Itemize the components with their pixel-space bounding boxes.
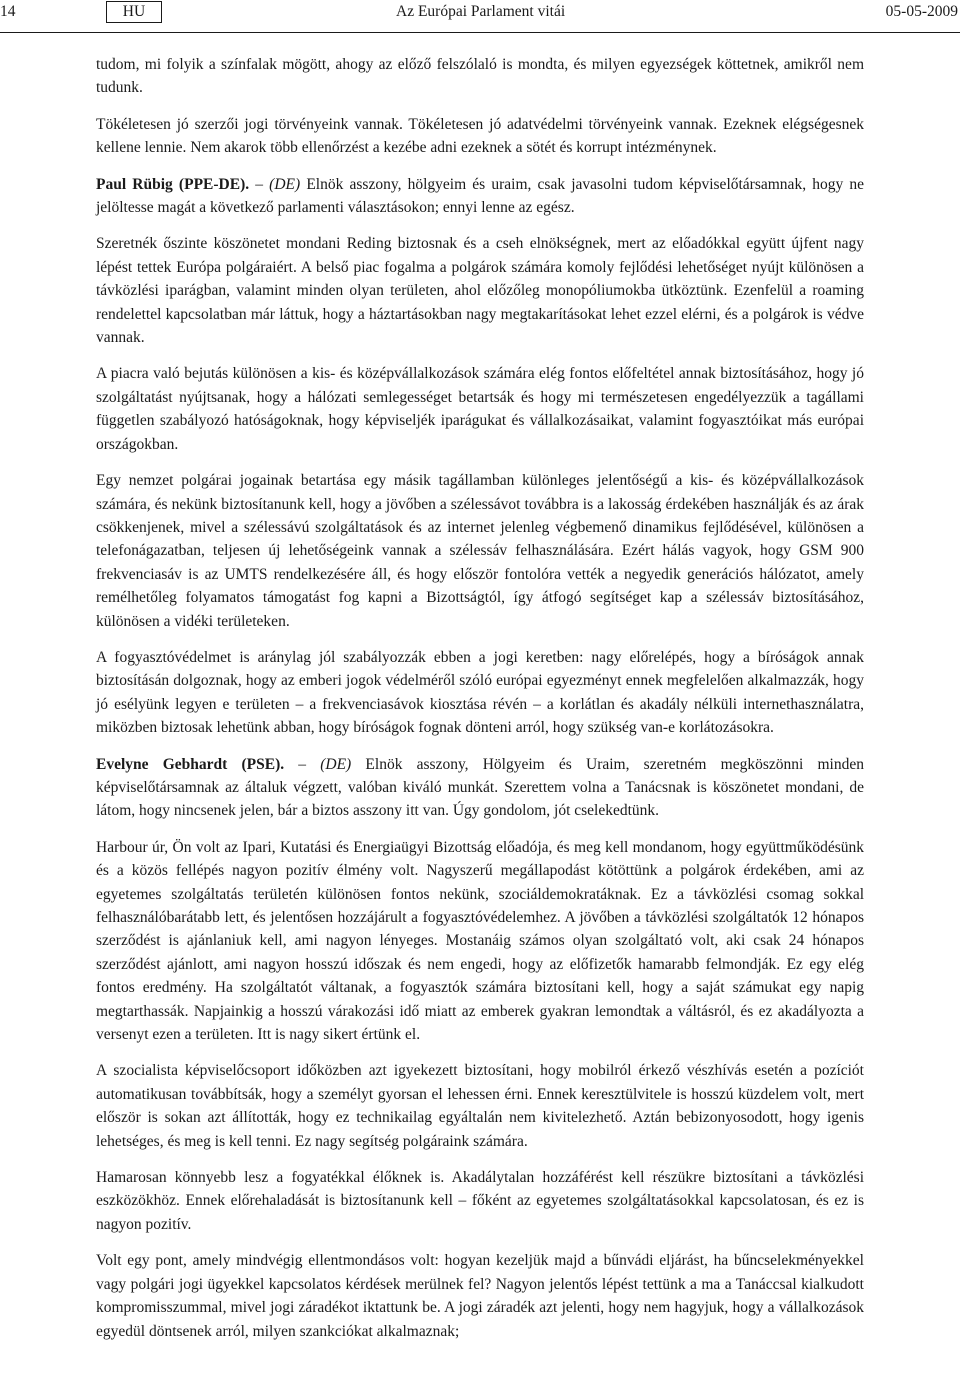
speaker-name: Paul Rübig (PPE-DE).: [96, 175, 250, 193]
paragraph: Szeretnék őszinte köszönetet mondani Reding biztosnak és a cseh elnökségnek, mert az előadókkal együtt újfent nagy lépést tettek Európa polgáraiért. A belső piac fogalma a polgárok számára komoly fejlődési lehetőséget nyújt különösen a távközlési iparágban, valamint minden olyan területen, ahol előzőleg monopóliumokba ütköztünk. Ezenfelül a roaming rendelettel kapcsolatban már láttuk, hogy a háztartásokban nagy megtakarításokat lehet ezzel elérni, és a polgárok is védve vannak.: [96, 235, 864, 347]
language-tag: (DE): [320, 755, 352, 773]
document-date: 05-05-2009: [885, 3, 958, 20]
paragraph: Tökéletesen jó szerzői jogi törvényeink vannak. Tökéletesen jó adatvédelmi törvényeink vannak. Ezeknek elégségesnek kellene lennie. Nem akarok több ellenőrzést a kezébe adni ezeknek a sötét és korrupt intézménynek.: [96, 115, 864, 157]
header-divider: [0, 32, 960, 33]
language-tag: (DE): [269, 175, 301, 193]
language-badge: HU: [106, 1, 162, 23]
paragraph: Egy nemzet polgárai jogainak betartása egy másik tagállamban különleges jelentőségű a kis- és középvállalkozások számára, és nekünk biztosítanunk kell, hogy a jövőben a szélessávot továbbra is a lakosság érdekében használják és az árak csökkenjenek, mivel a szélessávú szolgáltatások és az internet jelenleg végbemenő dinamikus fejlődésével, különösen a telefonágazatban, teljesen új lehetőségeink vannak a szélessáv felhasználására. Ezért hálás vagyok, hogy GSM 900 frekvenciasáv is az UMTS rendelkezésére áll, és hogy először fontolóra vették a negyedik generációs hálózatot, amely remélhetőleg folyamatos támogatást fog kapni a Bizottságtól, így átfogó segítséget kap a szélessáv biztosításához, különösen a vidéki területeken.: [96, 472, 864, 630]
page-header: [0, 0, 960, 32]
speaker-paragraph: Evelyne Gebhardt (PSE). – (DE) Elnök asszony, Hölgyeim és Uraim, szeretném megköszönni minden képviselőtársamnak az általuk végzett, valóban kiváló munkát. Szerettem volna a Tanácsnak is köszönetet mondani, de látom, hogy nincsenek jelen, bár a biztos asszony itt van. Úgy gondolom, jót cselekedtünk.: [96, 755, 864, 820]
document-title: Az Európai Parlament vitái: [396, 3, 566, 20]
page-number: 14: [0, 3, 16, 20]
paragraph: Harbour úr, Ön volt az Ipari, Kutatási és Energiaügyi Bizottság előadója, és meg kell mondanom, hogy együttműködésünk és a közös fellépés nagyon pozitív élmény volt. Nagyszerű megállapodást kötöttünk a polgárok érdekében, ami az egyetemes szolgáltatás területén különösen fontos nekünk, szociáldemokratáknak. Ez a távközlési csomag sokkal felhasználóbarátabb lett, és jelentősen hozzájárult a fogyasztóvédelemhez. A jövőben a távközlési szolgáltatók 12 hónapos szerződést is ajánlaniuk kell, ami nagyon lényeges. Mostanáig számos olyan szolgáltató volt, aki csak 24 hónapos szerződést ajánlott, ami nagyon hosszú időszak és nem engedi, hogy az előfizetők hamarabb felmondják. Ez egy elég fontos eredmény. Ha szolgáltatót váltanak, a fogyasztók számára biztosítani kell, hogy a saját számukat egy napig megtarthassák. Napjainkig a hosszú várakozási idő miatt az emberek gyakran lemondtak a váltásról, és ez akadályozta a versenyt ezen a területen. Itt is nagy sikert értünk el.: [96, 838, 864, 1044]
paragraph: A piacra való bejutás különösen a kis- és középvállalkozások számára elég fontos előfeltétel annak biztosításához, hogy jó szolgáltatást nyújtsanak, hogy a hálózati semlegességet betartsák és hogy mi természetesen engedélyezzük a tagállami független szabályozó hatóságoknak, hogy képviseljék iparágukat és vállalkozásaikat, valamint fogyasztóikat más európai országokban.: [96, 365, 864, 453]
paragraph: A szocialista képviselőcsoport időközben azt igyekezett biztosítani, hogy mobilról érkező vészhívás esetén a pozíciót automatikusan továbbítsák, hogy a személyt gyorsan el lehessen érni. Ennek keresztülvitele is hosszú küzdelem volt, mert először is sokan azt állították, hogy ez technikailag egyáltalán nem kivitelezhető. Aztán bebizonyosodott, hogy igenis lehetséges, és meg is kell tenni. Ez nagy segítség polgáraink számára.: [96, 1062, 864, 1150]
paragraph: A fogyasztóvédelmet is aránylag jól szabályozzák ebben a jogi keretben: nagy előrelépés, hogy a bíróságok annak biztosításán dolgoznak, hogy az emberi jogok védelméről szóló európai egyezményt ennek megfelelően alkalmazzák, hogy jó esélyünk legyen e területen – a frekvenciasávok kiosztása révén – a korlátlan és akadály nélküli internethasználatra, miközben biztosak lehetünk abban, hogy bíróságok fognak dönteni arról, hogy szükség van-e korlátozásokra.: [96, 648, 864, 737]
speaker-paragraph: Paul Rübig (PPE-DE). – (DE) Elnök asszony, hölgyeim és uraim, csak javasolni tudom képviselőtársamnak, hogy ne jelöltesse magát a következő parlamenti választásokon; ennyi lenne az egész.: [96, 175, 864, 217]
paragraph: Volt egy pont, amely mindvégig ellentmondásos volt: hogyan kezeljük majd a bűnvádi eljárást, ha bűncselekményekkel vagy polgári jogi ügyekkel kapcsolatos kérdések merülnek fel? Nagyon jelentős lépést tettünk a ma a Tanáccsal kialkudott kompromisszummal, mivel jogi záradékot iktattunk be. A jogi záradék azt jelenti, hogy nem hagyjuk, hogy a vállalkozások egyedül döntsenek arról, milyen szankciókat alkalmaznak;: [96, 1252, 864, 1340]
speaker-name: Evelyne Gebhardt (PSE).: [96, 755, 285, 773]
paragraph: Hamarosan könnyebb lesz a fogyatékkal élőknek is. Akadálytalan hozzáférést kell részükre biztosítani a távközlési eszközökhöz. Ennek előrehaladását is biztosítanunk kell – főként az egyetemes szolgáltatásokkal kapcsolatosan, és ez is nagyon pozitív.: [96, 1169, 864, 1233]
document-body: [96, 53, 864, 1356]
paragraph: tudom, mi folyik a színfalak mögött, ahogy az előző felszólaló is mondta, és milyen egyezségek köttetnek, amikről nem tudunk.: [96, 56, 864, 97]
